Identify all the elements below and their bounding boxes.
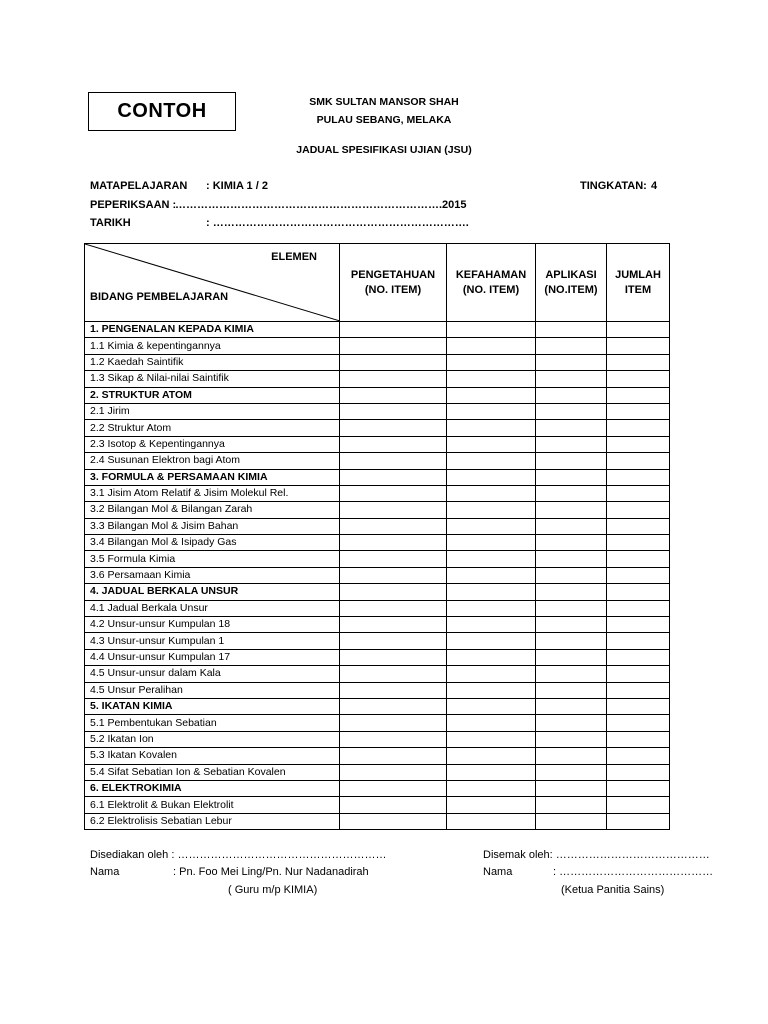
cell-kefahaman[interactable]: [447, 354, 536, 370]
topic-cell: 2.3 Isotop & Kepentingannya: [85, 436, 340, 452]
cell-pengetahuan[interactable]: [340, 453, 447, 469]
cell-pengetahuan[interactable]: [340, 600, 447, 616]
cell-jumlah[interactable]: [607, 387, 670, 403]
prepared-by: Disediakan oleh : …………………………………………………: [90, 849, 387, 861]
table-row: [85, 682, 670, 698]
cell-jumlah[interactable]: [607, 797, 670, 813]
cell-pengetahuan[interactable]: [340, 813, 447, 829]
cell-kefahaman[interactable]: [447, 502, 536, 518]
cell-aplikasi[interactable]: [536, 649, 607, 665]
cell-aplikasi[interactable]: [536, 322, 607, 338]
table-row: [85, 666, 670, 682]
table-row: [85, 535, 670, 551]
table-row: [85, 371, 670, 387]
cell-kefahaman[interactable]: [447, 436, 536, 452]
cell-aplikasi[interactable]: [536, 600, 607, 616]
cell-pengetahuan[interactable]: [340, 567, 447, 583]
cell-jumlah[interactable]: [607, 780, 670, 796]
cell-jumlah[interactable]: [607, 698, 670, 714]
cell-aplikasi[interactable]: [536, 420, 607, 436]
cell-jumlah[interactable]: [607, 584, 670, 600]
topic-cell: 6.1 Elektrolit & Bukan Elektrolit: [85, 797, 340, 813]
cell-aplikasi[interactable]: [536, 371, 607, 387]
topic-cell: 4.4 Unsur-unsur Kumpulan 17: [85, 649, 340, 665]
cell-pengetahuan[interactable]: [340, 387, 447, 403]
cell-aplikasi[interactable]: [536, 387, 607, 403]
cell-jumlah[interactable]: [607, 715, 670, 731]
table-row: [85, 436, 670, 452]
cell-aplikasi[interactable]: [536, 485, 607, 501]
cell-jumlah[interactable]: [607, 403, 670, 419]
cell-aplikasi[interactable]: [536, 731, 607, 747]
cell-jumlah[interactable]: [607, 682, 670, 698]
table-group-row: [85, 780, 670, 796]
document-title: JADUAL SPESIFIKASI UJIAN (JSU): [296, 144, 472, 156]
cell-aplikasi[interactable]: [536, 698, 607, 714]
topic-cell: 4.3 Unsur-unsur Kumpulan 1: [85, 633, 340, 649]
topic-cell: 4.1 Jadual Berkala Unsur: [85, 600, 340, 616]
cell-aplikasi[interactable]: [536, 715, 607, 731]
checked-role: (Ketua Panitia Sains): [561, 884, 665, 896]
group-title-cell: 2. STRUKTUR ATOM: [85, 387, 340, 403]
cell-aplikasi[interactable]: [536, 535, 607, 551]
table-row: [85, 518, 670, 534]
topic-cell: 6.2 Elektrolisis Sebatian Lebur: [85, 813, 340, 829]
topic-cell: 5.2 Ikatan Ion: [85, 731, 340, 747]
cell-pengetahuan[interactable]: [340, 469, 447, 485]
table-group-row: [85, 469, 670, 485]
table-body: [85, 322, 670, 830]
cell-jumlah[interactable]: [607, 617, 670, 633]
cell-aplikasi[interactable]: [536, 354, 607, 370]
cell-pengetahuan[interactable]: [340, 371, 447, 387]
cell-pengetahuan[interactable]: [340, 731, 447, 747]
cell-pengetahuan[interactable]: [340, 748, 447, 764]
cell-jumlah[interactable]: [607, 764, 670, 780]
cell-aplikasi[interactable]: [536, 338, 607, 354]
topic-cell: 1.3 Sikap & Nilai-nilai Saintifik: [85, 371, 340, 387]
cell-kefahaman[interactable]: [447, 567, 536, 583]
column-header-jumlah: JUMLAH ITEM: [607, 244, 670, 322]
cell-jumlah[interactable]: [607, 731, 670, 747]
cell-aplikasi[interactable]: [536, 551, 607, 567]
checked-name-value: : ……………………………………: [553, 866, 714, 878]
cell-pengetahuan[interactable]: [340, 338, 447, 354]
table-row: [85, 649, 670, 665]
cell-kefahaman[interactable]: [447, 813, 536, 829]
cell-jumlah[interactable]: [607, 813, 670, 829]
table-group-row: [85, 584, 670, 600]
topic-cell: 2.4 Susunan Elektron bagi Atom: [85, 453, 340, 469]
cell-jumlah[interactable]: [607, 338, 670, 354]
cell-kefahaman[interactable]: [447, 600, 536, 616]
table-group-row: [85, 698, 670, 714]
table-row: [85, 567, 670, 583]
table-row: [85, 617, 670, 633]
table-row: [85, 600, 670, 616]
cell-kefahaman[interactable]: [447, 485, 536, 501]
cell-kefahaman[interactable]: [447, 453, 536, 469]
topic-cell: 4.5 Unsur-unsur dalam Kala: [85, 666, 340, 682]
topic-cell: 5.4 Sifat Sebatian Ion & Sebatian Kovalen: [85, 764, 340, 780]
date-label: TARIKH: [90, 217, 131, 229]
cell-pengetahuan[interactable]: [340, 354, 447, 370]
prepared-name-label: Nama: [90, 866, 120, 878]
cell-pengetahuan[interactable]: [340, 666, 447, 682]
cell-jumlah[interactable]: [607, 453, 670, 469]
cell-kefahaman[interactable]: [447, 584, 536, 600]
cell-kefahaman[interactable]: [447, 617, 536, 633]
prepared-name-value: : Pn. Foo Mei Ling/Pn. Nur Nadanadirah: [173, 866, 369, 878]
cell-kefahaman[interactable]: [447, 633, 536, 649]
cell-kefahaman[interactable]: [447, 403, 536, 419]
cell-kefahaman[interactable]: [447, 698, 536, 714]
grade-label: TINGKATAN:: [580, 180, 647, 192]
cell-kefahaman[interactable]: [447, 469, 536, 485]
topic-cell: 1.2 Kaedah Saintifik: [85, 354, 340, 370]
group-title-cell: 6. ELEKTROKIMIA: [85, 780, 340, 796]
table-row: [85, 354, 670, 370]
cell-kefahaman[interactable]: [447, 780, 536, 796]
topic-cell: 2.2 Struktur Atom: [85, 420, 340, 436]
cell-jumlah[interactable]: [607, 322, 670, 338]
cell-aplikasi[interactable]: [536, 748, 607, 764]
cell-kefahaman[interactable]: [447, 518, 536, 534]
cell-pengetahuan[interactable]: [340, 682, 447, 698]
cell-kefahaman[interactable]: [447, 682, 536, 698]
exam-label: PEPERIKSAAN :: [90, 199, 177, 211]
element-header: ELEMEN: [271, 251, 317, 263]
topic-cell: 3.6 Persamaan Kimia: [85, 567, 340, 583]
cell-jumlah[interactable]: [607, 633, 670, 649]
table-row: [85, 748, 670, 764]
topic-cell: 3.2 Bilangan Mol & Bilangan Zarah: [85, 502, 340, 518]
column-header-pengetahuan: PENGETAHUAN (NO. ITEM): [340, 244, 447, 322]
cell-pengetahuan[interactable]: [340, 698, 447, 714]
corner-header: [85, 244, 340, 322]
cell-pengetahuan[interactable]: [340, 649, 447, 665]
cell-pengetahuan[interactable]: [340, 485, 447, 501]
cell-pengetahuan[interactable]: [340, 436, 447, 452]
cell-pengetahuan[interactable]: [340, 633, 447, 649]
topic-cell: 3.3 Bilangan Mol & Jisim Bahan: [85, 518, 340, 534]
table-row: [85, 420, 670, 436]
cell-jumlah[interactable]: [607, 354, 670, 370]
cell-jumlah[interactable]: [607, 469, 670, 485]
topic-cell: 3.1 Jisim Atom Relatif & Jisim Molekul Rel.: [85, 485, 340, 501]
cell-jumlah[interactable]: [607, 518, 670, 534]
jsu-table: [84, 243, 670, 830]
cell-jumlah[interactable]: [607, 748, 670, 764]
cell-pengetahuan[interactable]: [340, 420, 447, 436]
cell-aplikasi[interactable]: [536, 584, 607, 600]
cell-aplikasi[interactable]: [536, 633, 607, 649]
cell-jumlah[interactable]: [607, 600, 670, 616]
cell-kefahaman[interactable]: [447, 748, 536, 764]
column-header-aplikasi: APLIKASI (NO.ITEM): [536, 244, 607, 322]
table-row: [85, 813, 670, 829]
topic-cell: 4.5 Unsur Peralihan: [85, 682, 340, 698]
checked-name-label: Nama: [483, 866, 513, 878]
cell-kefahaman[interactable]: [447, 371, 536, 387]
cell-jumlah[interactable]: [607, 420, 670, 436]
cell-kefahaman[interactable]: [447, 338, 536, 354]
cell-kefahaman[interactable]: [447, 797, 536, 813]
school-name: SMK SULTAN MANSOR SHAH: [309, 96, 459, 108]
cell-aplikasi[interactable]: [536, 518, 607, 534]
table-row: [85, 797, 670, 813]
table-group-row: [85, 322, 670, 338]
cell-kefahaman[interactable]: [447, 322, 536, 338]
table-row: [85, 633, 670, 649]
exam-value: ……………………………………………………………….2015: [175, 199, 467, 211]
cell-pengetahuan[interactable]: [340, 764, 447, 780]
cell-pengetahuan[interactable]: [340, 322, 447, 338]
cell-jumlah[interactable]: [607, 371, 670, 387]
date-value: : …………………………………………………………….: [206, 217, 469, 229]
table-group-row: [85, 387, 670, 403]
subject-value: : KIMIA 1 / 2: [206, 180, 268, 192]
cell-kefahaman[interactable]: [447, 387, 536, 403]
group-title-cell: 1. PENGENALAN KEPADA KIMIA: [85, 322, 340, 338]
cell-aplikasi[interactable]: [536, 502, 607, 518]
checked-by: Disemak oleh: ……………………………………: [483, 849, 710, 861]
cell-jumlah[interactable]: [607, 436, 670, 452]
cell-jumlah[interactable]: [607, 551, 670, 567]
learning-area-header: BIDANG PEMBELAJARAN: [90, 291, 229, 303]
contoh-stamp: CONTOH: [88, 92, 236, 131]
cell-pengetahuan[interactable]: [340, 797, 447, 813]
cell-kefahaman[interactable]: [447, 666, 536, 682]
cell-aplikasi[interactable]: [536, 764, 607, 780]
table-row: [85, 485, 670, 501]
cell-aplikasi[interactable]: [536, 403, 607, 419]
cell-jumlah[interactable]: [607, 649, 670, 665]
cell-pengetahuan[interactable]: [340, 551, 447, 567]
cell-aplikasi[interactable]: [536, 436, 607, 452]
cell-kefahaman[interactable]: [447, 731, 536, 747]
school-location: PULAU SEBANG, MELAKA: [316, 114, 452, 126]
cell-pengetahuan[interactable]: [340, 715, 447, 731]
cell-pengetahuan[interactable]: [340, 403, 447, 419]
group-title-cell: 3. FORMULA & PERSAMAAN KIMIA: [85, 469, 340, 485]
group-title-cell: 5. IKATAN KIMIA: [85, 698, 340, 714]
topic-cell: 5.1 Pembentukan Sebatian: [85, 715, 340, 731]
cell-jumlah[interactable]: [607, 485, 670, 501]
cell-pengetahuan[interactable]: [340, 535, 447, 551]
cell-pengetahuan[interactable]: [340, 617, 447, 633]
table-row: [85, 764, 670, 780]
topic-cell: 1.1 Kimia & kepentingannya: [85, 338, 340, 354]
cell-kefahaman[interactable]: [447, 649, 536, 665]
cell-pengetahuan[interactable]: [340, 502, 447, 518]
topic-cell: 3.5 Formula Kimia: [85, 551, 340, 567]
cell-kefahaman[interactable]: [447, 420, 536, 436]
topic-cell: 2.1 Jirim: [85, 403, 340, 419]
table-row: [85, 453, 670, 469]
topic-cell: 4.2 Unsur-unsur Kumpulan 18: [85, 617, 340, 633]
cell-pengetahuan[interactable]: [340, 518, 447, 534]
cell-aplikasi[interactable]: [536, 813, 607, 829]
table-row: [85, 731, 670, 747]
cell-jumlah[interactable]: [607, 666, 670, 682]
subject-label: MATAPELAJARAN: [90, 180, 188, 192]
table-row: [85, 338, 670, 354]
cell-kefahaman[interactable]: [447, 764, 536, 780]
cell-jumlah[interactable]: [607, 567, 670, 583]
cell-aplikasi[interactable]: [536, 453, 607, 469]
cell-kefahaman[interactable]: [447, 551, 536, 567]
column-header-kefahaman: KEFAHAMAN (NO. ITEM): [447, 244, 536, 322]
cell-aplikasi[interactable]: [536, 617, 607, 633]
cell-aplikasi[interactable]: [536, 567, 607, 583]
group-title-cell: 4. JADUAL BERKALA UNSUR: [85, 584, 340, 600]
cell-jumlah[interactable]: [607, 535, 670, 551]
cell-aplikasi[interactable]: [536, 469, 607, 485]
cell-aplikasi[interactable]: [536, 780, 607, 796]
table-row: [85, 502, 670, 518]
prepared-role: ( Guru m/p KIMIA): [228, 884, 318, 896]
cell-kefahaman[interactable]: [447, 535, 536, 551]
table-row: [85, 715, 670, 731]
cell-pengetahuan[interactable]: [340, 584, 447, 600]
table-row: [85, 403, 670, 419]
cell-aplikasi[interactable]: [536, 682, 607, 698]
topic-cell: 3.4 Bilangan Mol & Isipady Gas: [85, 535, 340, 551]
cell-jumlah[interactable]: [607, 502, 670, 518]
cell-pengetahuan[interactable]: [340, 780, 447, 796]
cell-aplikasi[interactable]: [536, 797, 607, 813]
topic-cell: 5.3 Ikatan Kovalen: [85, 748, 340, 764]
cell-aplikasi[interactable]: [536, 666, 607, 682]
grade-value: 4: [651, 180, 658, 192]
cell-kefahaman[interactable]: [447, 715, 536, 731]
table-row: [85, 551, 670, 567]
